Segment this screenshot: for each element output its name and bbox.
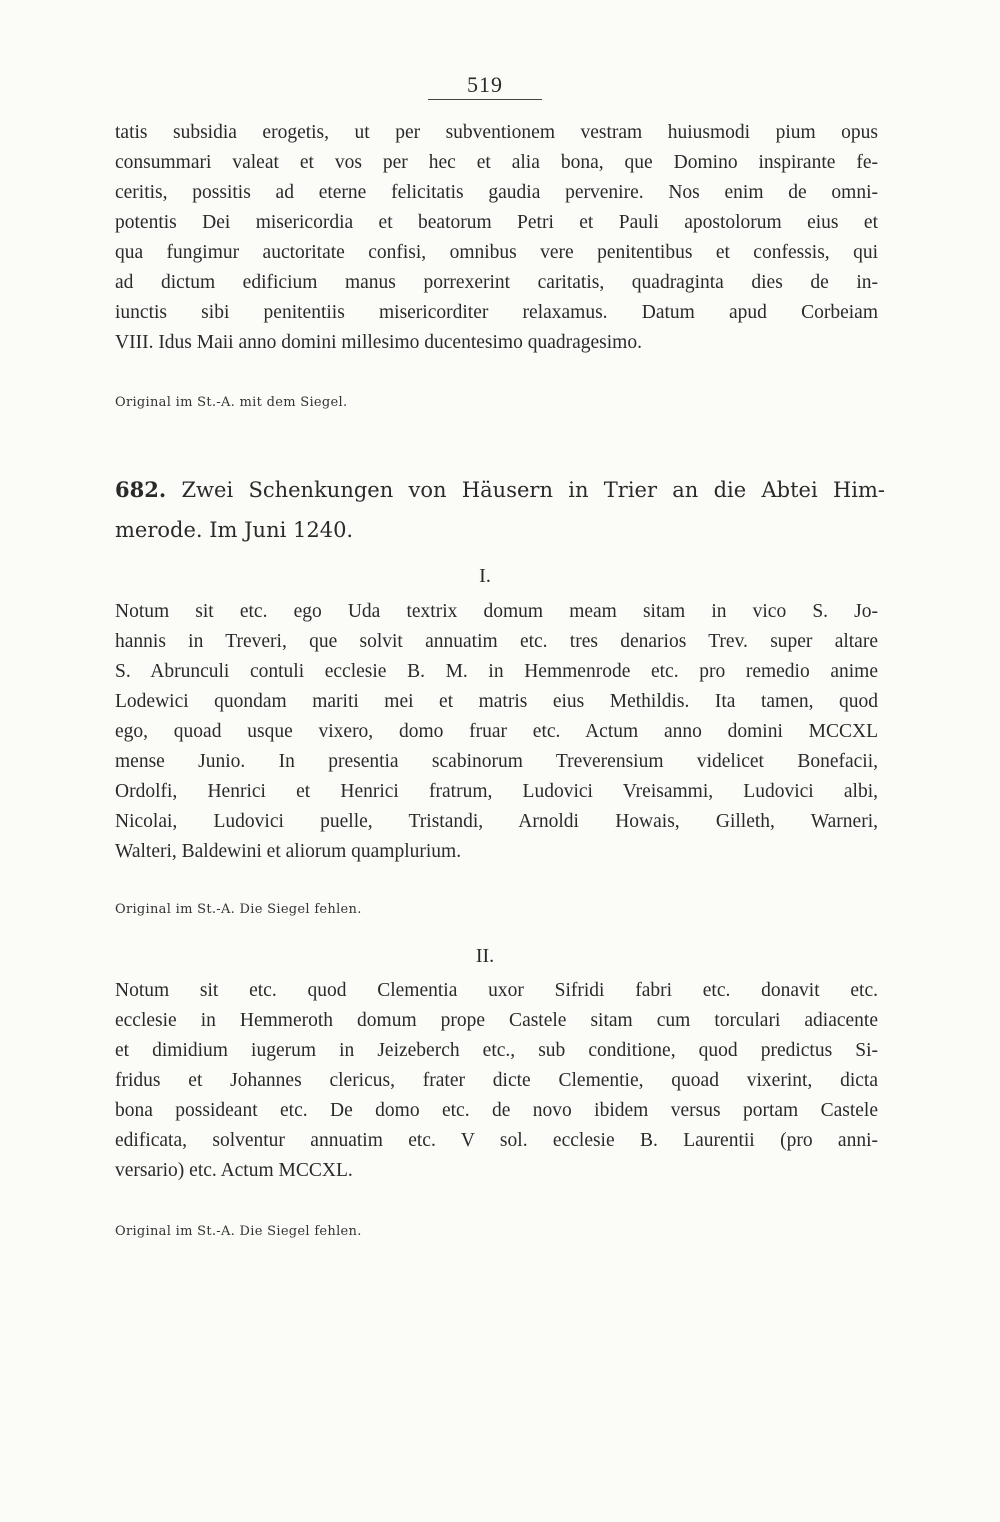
text-line: Lodewici quondam mariti mei et matris eius Methildis. Ita tamen, quod bbox=[115, 691, 878, 712]
text-line: mense Junio. In presentia scabinorum Treverensium videlicet Bonefacii, bbox=[115, 751, 878, 772]
text-line: Notum sit etc. quod Clementia uxor Sifridi fabri etc. donavit etc. bbox=[115, 980, 878, 1001]
text-line: hannis in Treveri, que solvit annuatim etc. tres denarios Trev. super altare bbox=[115, 631, 878, 652]
document-number: 682. bbox=[115, 477, 167, 502]
section-2-numeral: II. bbox=[475, 945, 495, 967]
text-line: Walteri, Baldewini et aliorum quamplurium. bbox=[115, 841, 462, 862]
header-rule bbox=[428, 99, 542, 100]
text-line: VIII. Idus Maii anno domini millesimo ducentesimo quadragesimo. bbox=[115, 332, 642, 353]
text-line: ad dictum edificium manus porrexerint caritatis, quadraginta dies de in- bbox=[115, 272, 878, 293]
text-line: edificata, solventur annuatim etc. V sol. ecclesie B. Laurentii (pro anni- bbox=[115, 1130, 878, 1151]
text-line: Ordolfi, Henrici et Henrici fratrum, Ludovici Vreisammi, Ludovici albi, bbox=[115, 781, 878, 802]
text-line: ego, quoad usque vixero, domo fruar etc. Actum anno domini MCCXL bbox=[115, 721, 878, 742]
text-line: tatis subsidia erogetis, ut per subventionem vestram huiusmodi pium opus bbox=[115, 122, 878, 143]
text-line: fridus et Johannes clericus, frater dicte Clementie, quoad vixerint, dicta bbox=[115, 1070, 878, 1091]
intro-paragraph bbox=[115, 118, 878, 358]
text-line: bona possideant etc. De domo etc. de novo ibidem versus portam Castele bbox=[115, 1100, 878, 1121]
document-title-line-1: Zwei Schenkungen von Häusern in Trier an die Abtei Him- bbox=[181, 478, 885, 502]
section-1-source-note: Original im St.-A. Die Siegel fehlen. bbox=[115, 902, 362, 917]
section-1-paragraph bbox=[115, 597, 878, 867]
page-number: 519 bbox=[467, 72, 503, 97]
section-1-numeral: I. bbox=[479, 565, 491, 587]
text-line: S. Abrunculi contuli ecclesie B. M. in Hemmenrode etc. pro remedio anime bbox=[115, 661, 878, 682]
text-line: ecclesie in Hemmeroth domum prope Castele sitam cum torculari adiacente bbox=[115, 1010, 878, 1031]
document-heading bbox=[115, 470, 885, 550]
text-line: Nicolai, Ludovici puelle, Tristandi, Arnoldi Howais, Gilleth, Warneri, bbox=[115, 811, 878, 832]
text-line: consummari valeat et vos per hec et alia bona, que Domino inspirante fe- bbox=[115, 152, 878, 173]
text-line: versario) etc. Actum MCCXL. bbox=[115, 1160, 353, 1181]
text-line: Notum sit etc. ego Uda textrix domum meam sitam in vico S. Jo- bbox=[115, 601, 878, 622]
text-line: qua fungimur auctoritate confisi, omnibus vere penitentibus et confessis, qui bbox=[115, 242, 878, 263]
text-line: potentis Dei misericordia et beatorum Petri et Pauli apostolorum eius et bbox=[115, 212, 878, 233]
text-line: ceritis, possitis ad eterne felicitatis gaudia pervenire. Nos enim de omni- bbox=[115, 182, 878, 203]
text-line: iunctis sibi penitentiis misericorditer relaxamus. Datum apud Corbeiam bbox=[115, 302, 878, 323]
intro-source-note: Original im St.-A. mit dem Siegel. bbox=[115, 395, 348, 410]
heading-line-1 bbox=[115, 470, 885, 510]
document-title-line-2: merode. Im Juni 1240. bbox=[115, 518, 354, 542]
section-2-source-note: Original im St.-A. Die Siegel fehlen. bbox=[115, 1224, 362, 1239]
section-2-paragraph bbox=[115, 976, 878, 1186]
text-line: et dimidium iugerum in Jeizeberch etc., sub conditione, quod predictus Si- bbox=[115, 1040, 878, 1061]
